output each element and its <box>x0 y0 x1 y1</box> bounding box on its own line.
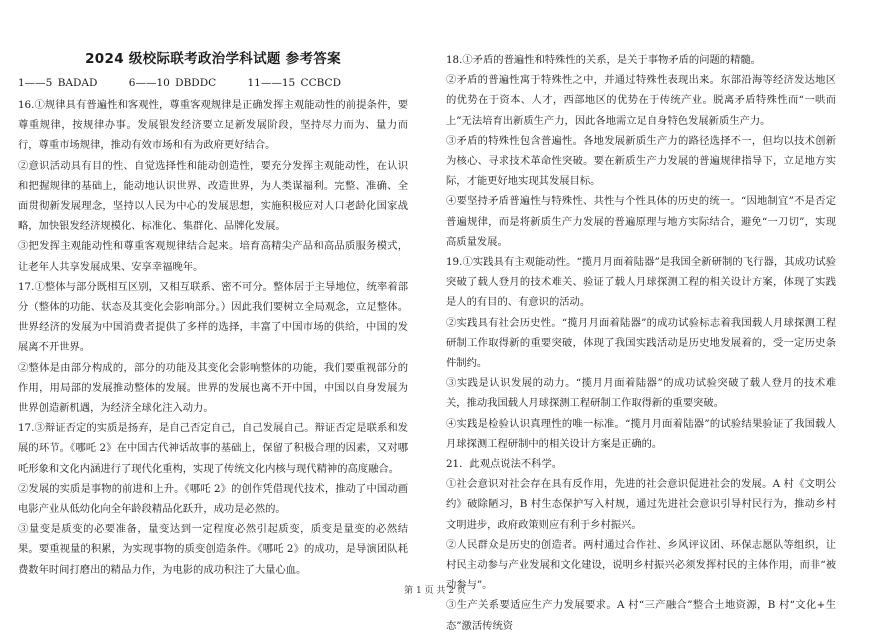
answer-paragraph: 19.①实践具有主观能动性。“揽月月面着陆器”是我国全新研制的飞行器，其成功试验突破了载人登月的技术难关、验证了载人月球探测工程的相关设计方案，体现了实践是人的有目的、有意识的活动。 <box>446 256 836 309</box>
answer-paragraph: 21．此观点说法不科学。 <box>446 458 563 471</box>
answer-paragraph: ②矛盾的普遍性寓于特殊性之中，并通过特殊性表现出来。东部沿海等经济发达地区的优势在于资本、人才，西部地区的优势在于传统产业。脱离矛盾特殊性而“一哄而上”无法培育出新质生产力，因此各地需立足自身特色发展新质生产力。 <box>446 74 836 127</box>
answer-paragraph: 17.①整体与部分既相互区别，又相互联系、密不可分。整体居于主导地位，统率着部分（整体的功能、状态及其变化会影响部分。）因此我们要树立全局观念，立足整体。世界经济的发展为中国消费者提供了多样的选择，丰富了中国市场的供给，中国的发展离不开世界。 <box>18 280 408 354</box>
answer-paragraph: ④实践是检验认识真理性的唯一标准。“揽月月面着陆器”的试验结果验证了我国载人月球探测工程研制中的相关设计方案是正确的。 <box>446 417 836 450</box>
answer-paragraph: ①社会意识对社会存在具有反作用，先进的社会意识促进社会的发展。A 村《文明公约》破除陋习，B 村生态保护写入村规，通过先进社会意识引导村民行为，推动乡村文明进步，政府政策则应有利于乡村振兴。 <box>446 478 836 531</box>
answer-paragraph: ③量变是质变的必要准备，量变达到一定程度必然引起质变，质变是量变的必然结果。要重视量的积累，为实现事物的质变创造条件。《哪吒 2》的成功，是导演团队耗费数年时间打磨出的精品力作，为电影的成功积注了大量心血。 <box>18 523 408 576</box>
answer-paragraph: 18.①矛盾的普遍性和特殊性的关系，是关于事物矛盾的问题的精髓。 <box>446 54 761 66</box>
answer-group-2: 6——10 DBDDC <box>128 77 217 89</box>
answer-paragraph: 17.③辩证否定的实质是扬弃，是自己否定自己，自己发展自己。辩证否定是联系和发展的环节。《哪吒 2》在中国古代神话故事的基础上，保留了积极合理的因素，又对哪吒形象和文化内涵进行了现代化重构，实现了传统文化内核与现代精神的高度融合。 <box>18 422 408 475</box>
answer-paragraph: ③生产关系要适应生产力发展要求。A 村“三产融合”整合土地资源，B 村“文化+生态”激活传统资 <box>446 599 836 632</box>
multiple-choice-answers <box>18 76 367 90</box>
answer-paragraph: ②意识活动具有目的性、自觉选择性和能动创造性，要充分发挥主观能动性，在认识和把握规律的基础上，能动地认识世界、改造世界，为人类谋福利。完整、准确、全面贯彻新发展理念，坚持以人民为中心的发展思想，实施积极应对人口老龄化国家战略，加快银发经济规模化、标准化、集群化、品牌化发展。 <box>18 159 408 233</box>
answer-paragraph: 16.①规律具有普遍性和客观性，尊重客观规律是正确发挥主观能动性的前提条件，要尊重规律，按规律办事。发展银发经济要立足新发展阶段，坚持尽力而为、量力而行，尊重市场规律，推动有效市场和有为政府更好结合。 <box>18 99 408 152</box>
right-answer-text <box>446 50 836 636</box>
answer-paragraph: ②整体是由部分构成的，部分的功能及其变化会影响整体的功能，我们要重视部分的作用，用局部的发展推动整体的发展。世界的发展也离不开中国，中国以自身发展为世界创造新机遇，为经济全球化注入动力。 <box>18 361 408 415</box>
answer-paragraph: ③矛盾的特殊性包含普遍性。各地发展新质生产力的路径选择不一，但均以技术创新为核心、寻求技术革命性突破。要在新质生产力发展的普遍规律指导下，立足地方实际，才能更好地实现其发展目标。 <box>446 134 836 188</box>
page-title: 2024 级校际联考政治学科试题 参考答案 <box>85 51 341 67</box>
answer-paragraph: ④要坚持矛盾普遍性与特殊性、共性与个性具体的历史的统一。“因地制宜”不是否定普遍规律，而是将新质生产力发展的普遍原理与地方实际结合，避免“一刀切”，实现高质量发展。 <box>446 195 836 248</box>
left-answer-text <box>18 95 408 580</box>
answer-group-1: 1——5 BADAD <box>18 77 98 89</box>
answer-paragraph: ②实践具有社会历史性。“揽月月面着陆器”的成功试验标志着我国载人月球探测工程研制工作取得新的重要突破，体现了我国实践活动是历史地发展着的，受一定历史条件制约。 <box>446 316 836 370</box>
answer-paragraph: ②人民群众是历史的创造者。两村通过合作社、乡风评议团、环保志愿队等组织，让村民主动参与产业发展和文化建设，说明乡村振兴必须发挥村民的主体作用，而非“被动参与”。 <box>446 538 836 592</box>
answer-paragraph: ③实践是认识发展的动力。“揽月月面着陆器”的成功试验突破了载人登月的技术难关，推动我国载人月球探测工程研制工作取得新的重要突破。 <box>446 377 836 410</box>
answer-paragraph: ③把发挥主观能动性和尊重客观规律结合起来。培育高精尖产品和高品质服务模式，让老年人共享发展成果、安享幸福晚年。 <box>18 240 408 273</box>
answer-paragraph: ②发展的实质是事物的前进和上升。《哪吒 2》的创作凭借现代技术，推动了中国动画电影产业从低幼化向全年龄段精品化跃升，成功是必然的。 <box>18 482 408 516</box>
page-number-footer: 第 1 页 共 2 页 <box>404 586 466 596</box>
answer-group-3: 11——15 CCBCD <box>247 77 341 89</box>
